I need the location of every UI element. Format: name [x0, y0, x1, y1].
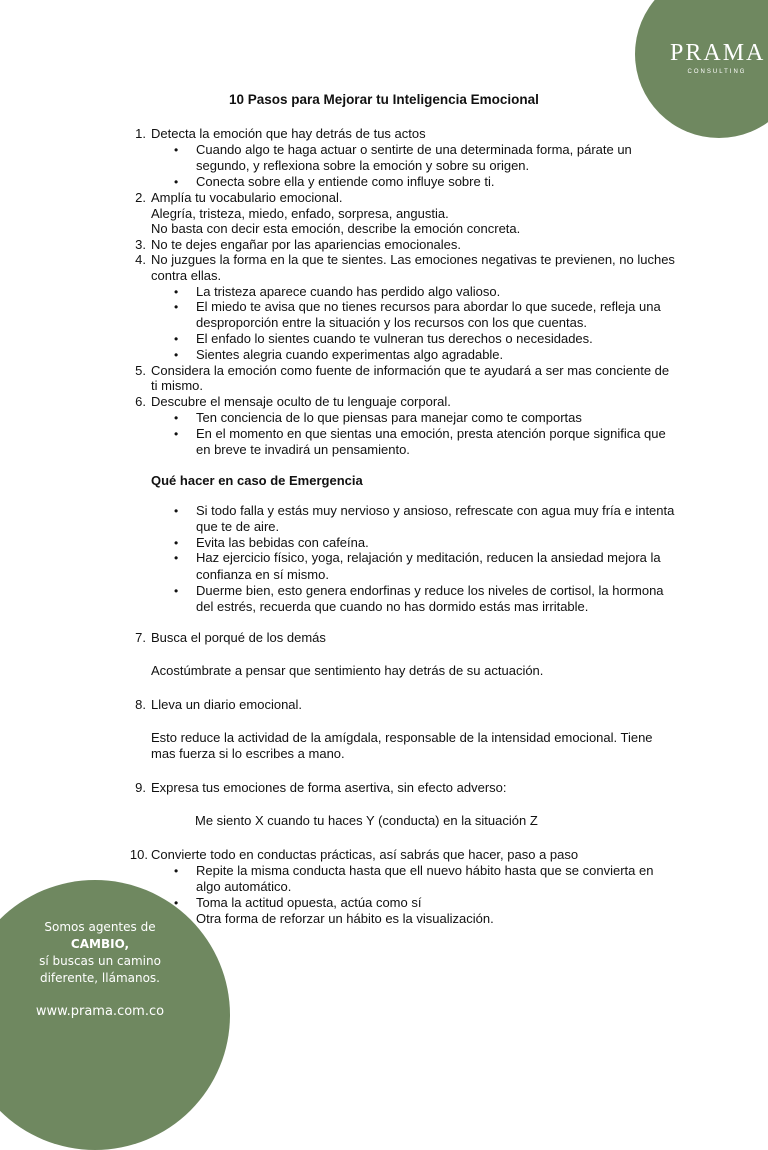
paragraph-text: Alegría, tristeza, miedo, enfado, sorpresa, angustia. — [151, 206, 449, 221]
list-number: 9. — [135, 780, 146, 795]
bullet-text: Evita las bebidas con cafeína. — [196, 535, 369, 550]
step-text: No juzgues la forma en la que te sientes. Las emociones negativas te previenen, no luches — [151, 252, 675, 267]
section-heading: Qué hacer en caso de Emergencia — [151, 473, 363, 488]
list-number: 5. — [135, 363, 146, 378]
bullet-marker: • — [174, 427, 179, 441]
step-text: Amplía tu vocabulario emocional. — [151, 190, 343, 205]
paragraph-text: contra ellas. — [151, 268, 222, 283]
bullet-text: En el momento en que sientas una emoción, presta atención porque significa que — [196, 426, 666, 441]
list-number: 1. — [135, 126, 146, 141]
bullet-marker: • — [174, 896, 179, 910]
logo-subtitle: CONSULTING — [687, 69, 747, 75]
logo-wordmark: PRAMA — [670, 40, 766, 66]
footer-line-2: CAMBIO, — [70, 937, 130, 951]
bullet-text: Si todo falla y estás muy nervioso y ansioso, refrescate con agua muy fría e intenta — [196, 503, 675, 518]
footer-line-1: Somos agentes de — [44, 920, 156, 934]
page-title: 10 Pasos para Mejorar tu Inteligencia Emocional — [229, 92, 539, 107]
paragraph-text: del estrés, recuerda que cuando no has dormido estás mas irritable. — [196, 599, 589, 614]
step-text: Busca el porqué de los demás — [151, 630, 326, 645]
bullet-text: El miedo te avisa que no tienes recursos para abordar lo que sucede, refleja una — [196, 299, 661, 314]
bullet-text: La tristeza aparece cuando has perdido algo valioso. — [196, 284, 501, 299]
bullet-text: Conecta sobre ella y entiende como influye sobre ti. — [196, 174, 495, 189]
footer-line-4: diferente, llámanos. — [39, 971, 160, 985]
paragraph-text: confianza en sí mismo. — [196, 567, 329, 582]
paragraph-text: Me siento X cuando tu haces Y (conducta) en la situación Z — [195, 813, 538, 828]
bullet-marker: • — [174, 175, 179, 189]
bullet-marker: • — [174, 300, 179, 314]
list-number: 10. — [129, 847, 148, 862]
paragraph-text: mas fuerza si lo escribes a mano. — [151, 746, 345, 761]
paragraph-text: desproporción entre la situación y los recursos con los que cuentas. — [196, 315, 587, 330]
bullet-text: Sientes alegria cuando experimentas algo agradable. — [196, 347, 504, 362]
list-number: 8. — [135, 697, 146, 712]
step-text: Expresa tus emociones de forma asertiva, sin efecto adverso: — [151, 780, 507, 795]
bullet-marker: • — [174, 584, 179, 598]
list-number: 4. — [135, 252, 146, 267]
paragraph-text: en breve te invadirá un pensamiento. — [196, 442, 410, 457]
bullet-marker: • — [174, 551, 179, 565]
list-number: 2. — [135, 190, 146, 205]
bullet-marker: • — [174, 285, 179, 299]
bullet-text: El enfado lo sientes cuando te vulneran tus derechos o necesidades. — [196, 331, 593, 346]
bullet-text: Duerme bien, esto genera endorfinas y reduce los niveles de cortisol, la hormona — [196, 583, 664, 598]
step-text: Considera la emoción como fuente de información que te ayudará a ser mas conciente de — [151, 363, 670, 378]
bullet-text: Repite la misma conducta hasta que ell nuevo hábito hasta que se convierta en — [196, 863, 654, 878]
step-text: Detecta la emoción que hay detrás de tus actos — [151, 126, 426, 141]
bullet-marker: • — [174, 143, 179, 157]
bullet-marker: • — [174, 411, 179, 425]
footer-line-3: sí buscas un camino — [39, 954, 161, 968]
paragraph-text: ti mismo. — [151, 378, 203, 393]
paragraph-text: que te de aire. — [196, 519, 280, 534]
list-number: 6. — [135, 394, 146, 409]
step-text: Descubre el mensaje oculto de tu lenguaje corporal. — [151, 394, 451, 409]
bullet-text: Toma la actitud opuesta, actúa como sí — [196, 895, 422, 910]
paragraph-text: segundo, y reflexiona sobre la emoción y sobre su origen. — [196, 158, 530, 173]
bullet-text: Haz ejercicio físico, yoga, relajación y meditación, reducen la ansiedad mejora la — [196, 550, 661, 565]
bullet-text: Cuando algo te haga actuar o sentirte de una determinada forma, párate un — [196, 142, 632, 157]
step-text: No te dejes engañar por las apariencias emocionales. — [151, 237, 462, 252]
paragraph-text: Acostúmbrate a pensar que sentimiento hay detrás de su actuación. — [151, 663, 544, 678]
paragraph-text: No basta con decir esta emoción, describe la emoción concreta. — [151, 221, 521, 236]
list-number: 3. — [135, 237, 146, 252]
step-text: Lleva un diario emocional. — [151, 697, 303, 712]
bullet-marker: • — [174, 332, 179, 346]
bullet-marker: • — [174, 348, 179, 362]
paragraph-text: Esto reduce la actividad de la amígdala, responsable de la intensidad emocional. Tiene — [151, 730, 653, 745]
paragraph-text: algo automático. — [196, 879, 292, 894]
list-number: 7. — [135, 630, 146, 645]
bullet-marker: • — [174, 864, 179, 878]
bullet-text: Otra forma de reforzar un hábito es la visualización. — [196, 911, 494, 926]
bullet-text: Ten conciencia de lo que piensas para manejar como te comportas — [196, 410, 582, 425]
step-text: Convierte todo en conductas prácticas, así sabrás que hacer, paso a paso — [151, 847, 579, 862]
footer-website-link[interactable]: www.prama.com.co — [35, 1004, 165, 1019]
bullet-marker: • — [174, 536, 179, 550]
bullet-marker: • — [174, 504, 179, 518]
